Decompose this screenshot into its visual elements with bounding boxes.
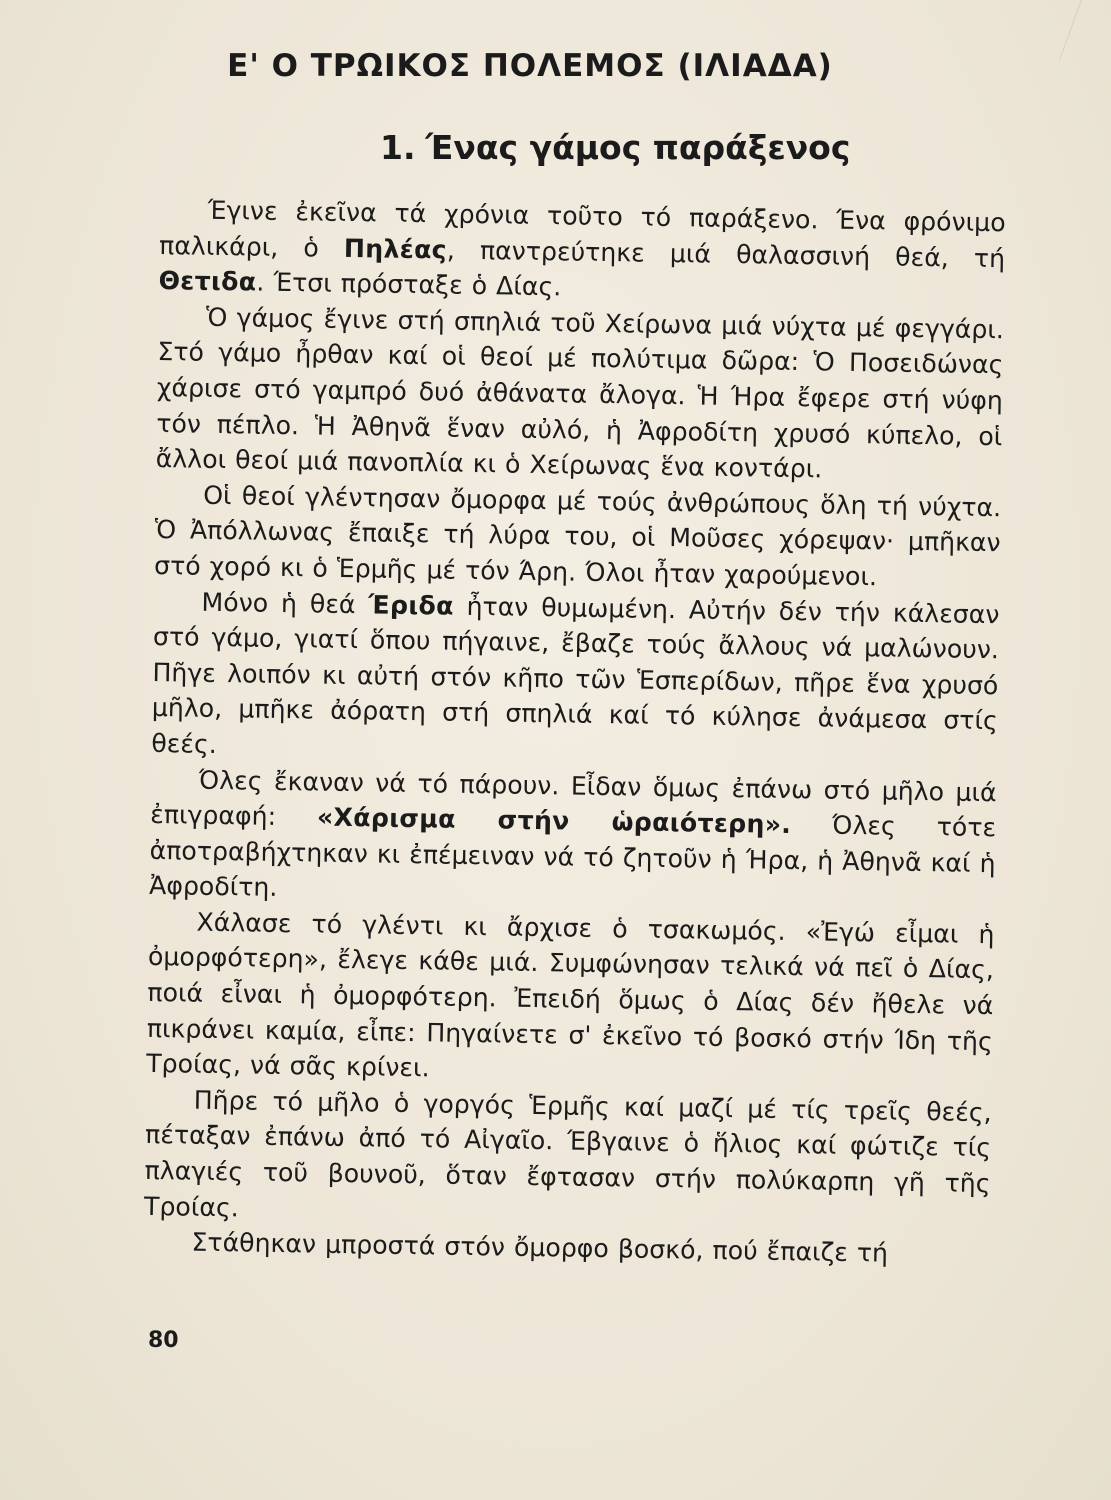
paragraph-1-part-a: Έγινε ἐκεῖνα τά χρόνια τοῦτο τό παράξενο. Ένα φρόνιμο παλικάρι, ὁ: [158, 195, 1006, 263]
name-peleus: Πηλέας: [343, 233, 448, 265]
paragraph-5-part-b: Όλες τότε ἀποτραβήχτηκαν κι ἐπέμειναν νά τό ζητοῦν ἡ Ήρα, ἡ Ἀθηνᾶ καί ἡ Ἀφροδίτη.: [148, 810, 997, 903]
body-text: [143, 192, 1006, 1273]
section-title: [380, 128, 850, 167]
paragraph-2: Ὁ γάμος ἔγινε στή σπηλιά τοῦ Χείρωνα μιά νύχτα μέ φεγγάρι. Στό γάμο ἦρθαν καί οἱ θεοί μέ πολύτιμα δῶρα: Ὁ Ποσειδώνας χάρισε στό γαμπρό δυό ἀθάνατα ἄλογα. Ἡ Ήρα ἔφερε στή νύφη τόν πέπλο. Ἡ Ἀθηνᾶ ἕναν αὐλό, ἡ Ἀφροδίτη χρυσό κύπελο, οἱ ἄλλοι θεοί μιά πανοπλία κι ὁ Χείρωνας ἕνα κοντάρι.: [155, 302, 1005, 484]
paragraph-5-part-a: Όλες ἔκαναν νά τό πάρουν. Εἶδαν ὅμως ἐπάνω στό μῆλο μιά ἐπιγραφή:: [149, 765, 997, 832]
paragraph-8: Στάθηκαν μπροστά στόν ὄμορφο βοσκό, πού ἔπαιζε τή: [191, 1227, 889, 1268]
paragraph-1-part-c: . Έτσι πρόσταξε ὁ Δίας.: [256, 267, 562, 302]
paragraph-4-part-a: Μόνο ἡ θεά: [201, 587, 369, 619]
paragraph-7: Πῆρε τό μῆλο ὁ γοργός Ἑρμῆς καί μαζί μέ τίς τρεῖς θεές, πέταξαν ἐπάνω ἀπό τό Αἰγαῖο. Έβγαινε ὁ ἥλιος καί φώτιζε τίς πλαγιές τοῦ βουνοῦ, ὅταν ἔφτασαν στήν πολύκαρπη γῆ τῆς Τροίας.: [143, 1085, 992, 1222]
section-title-text: Ένας γάμος παράξενος: [425, 128, 851, 167]
paragraph-4: [151, 583, 1000, 774]
apple-inscription: «Χάρισμα στήν ὡραιότερη».: [316, 802, 792, 840]
section-number: 1.: [380, 128, 416, 167]
name-eris: Έριδα: [368, 589, 454, 621]
name-thetis: Θετιδα: [158, 266, 257, 297]
chapter-title: Ε' Ο ΤΡΩΙΚΟΣ ΠΟΛΕΜΟΣ (ΙΛΙΑΔΑ): [227, 48, 833, 84]
paragraph-4-part-b: ἦταν θυμωμένη. Αὐτήν δέν τήν κάλεσαν στό γάμο, γιατί ὅπου πήγαινε, ἔβαζε τούς ἄλλους νά μαλώνουν. Πῆγε λοιπόν κι αὐτή στόν κῆπο τῶν Ἑσπερίδων, πῆρε ἕνα χρυσό μῆλο, μπῆκε ἀόρατη στή σπηλιά καί τό κύλησε ἀνάμεσα στίς θεές.: [151, 591, 1000, 759]
page-edge-mark: [1059, 0, 1111, 60]
paragraph-5: [149, 761, 997, 917]
paragraph-3: Οἱ θεοί γλέντησαν ὄμορφα μέ τούς ἀνθρώπους ὅλη τή νύχτα. Ὁ Ἀπόλλωνας ἔπαιξε τή λύρα του, οἱ Μοῦσες χόρεψαν· μπῆκαν στό χορό κι ὁ Ἑρμῆς μέ τόν Άρη. Όλοι ἦταν χαρούμενοι.: [153, 480, 1002, 592]
paragraph-1: [158, 192, 1006, 312]
page-number: 80: [148, 1328, 179, 1353]
paragraph-6: Χάλασε τό γλέντι κι ἄρχισε ὁ τσακωμός. «Ἐγώ εἶμαι ἡ ὀμορφότερη», ἔλεγε κάθε μιά. Συμφώνησαν τελικά νά πεῖ ὁ Δίας, ποιά εἶναι ἡ ὀμορφότερη. Ἐπειδή ὅμως ὁ Δίας δέν ἤθελε νά πικράνει καμία, εἶπε: Πηγαίνετε σ' ἐκεῖνο τό βοσκό στήν Ίδη τῆς Τροίας, νά σᾶς κρίνει.: [146, 907, 995, 1083]
paragraph-1-part-b: , παντρεύτηκε μιά θαλασσινή θεά, τή: [446, 235, 1006, 273]
